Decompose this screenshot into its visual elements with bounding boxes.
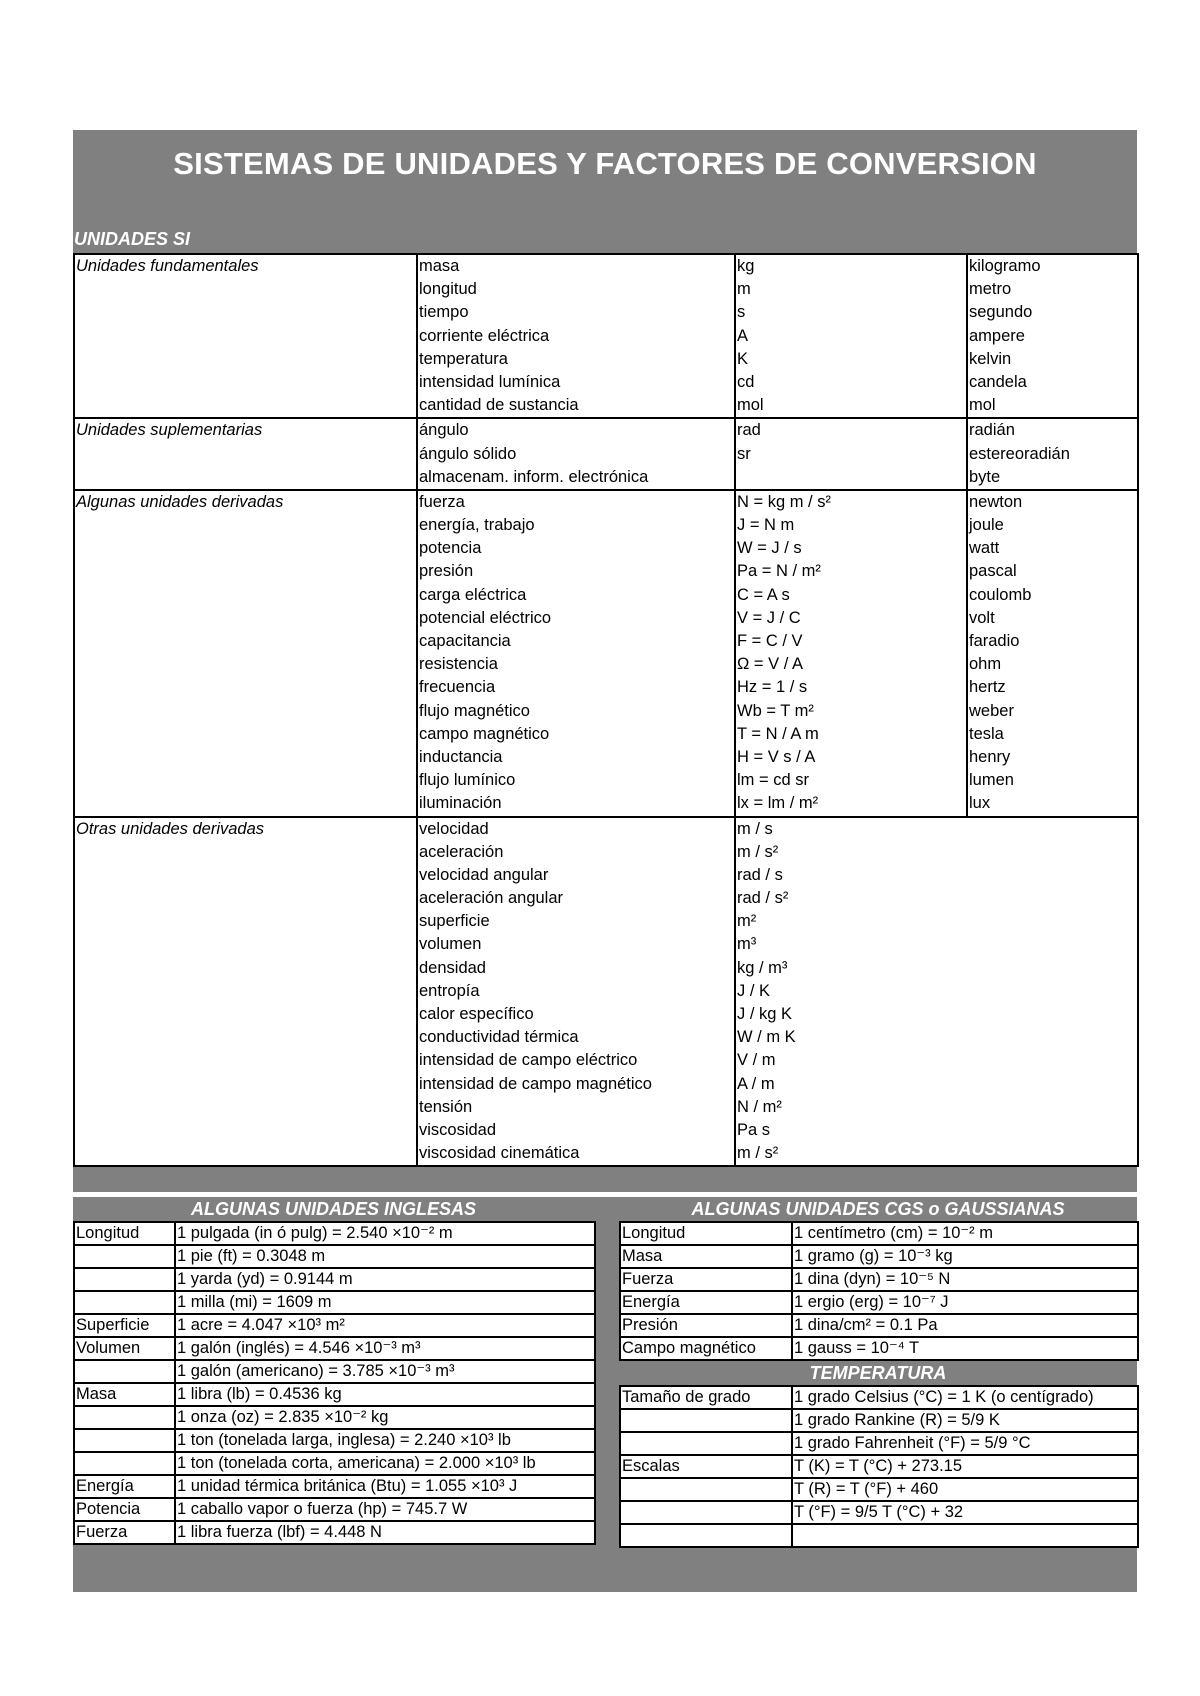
temperature-conversion: T (R) = T (°F) + 460 xyxy=(792,1478,1138,1501)
english-unit-row xyxy=(74,1406,595,1429)
temperature-title: TEMPERATURA xyxy=(809,1363,947,1383)
english-unit-category xyxy=(74,1452,175,1475)
si-unit-name: tesla xyxy=(969,724,1004,743)
si-quantity: campo magnético xyxy=(419,724,550,743)
english-unit-conversion: 1 onza (oz) = 2.835 ×10⁻² kg xyxy=(175,1406,595,1429)
si-unit-name: henry xyxy=(969,747,1011,766)
cgs-unit-conversion: 1 gauss = 10⁻⁴ T xyxy=(792,1337,1138,1360)
si-section-label: UNIDADES SI xyxy=(74,229,191,249)
temperature-conversion: 1 grado Fahrenheit (°F) = 5/9 °C xyxy=(792,1432,1138,1455)
si-group-row xyxy=(74,817,1138,1167)
temperature-category: Tamaño de grado xyxy=(620,1386,792,1409)
cgs-unit-row xyxy=(620,1337,1138,1360)
si-group-name: Algunas unidades derivadas xyxy=(74,490,417,817)
si-symbol: sr xyxy=(737,444,751,463)
temperature-row xyxy=(620,1432,1138,1455)
si-quantity: viscosidad xyxy=(419,1120,497,1139)
si-unit-name: byte xyxy=(969,467,1001,486)
si-symbol: m xyxy=(737,280,751,299)
si-unit-name: joule xyxy=(969,516,1004,535)
si-symbol: J / K xyxy=(737,981,771,1000)
si-symbol: mol xyxy=(737,396,764,415)
cgs-unit-row xyxy=(620,1268,1138,1291)
si-symbol-cell xyxy=(735,418,967,490)
si-quantity: aceleración angular xyxy=(419,889,564,908)
si-quantity-cell xyxy=(417,254,735,418)
english-unit-category: Masa xyxy=(74,1383,175,1406)
si-unit-name: segundo xyxy=(969,303,1033,322)
si-symbol: lm = cd sr xyxy=(737,771,809,790)
english-unit-conversion: 1 ton (tonelada larga, inglesa) = 2.240 ×10³ lb xyxy=(175,1429,595,1452)
english-unit-category xyxy=(74,1429,175,1452)
english-unit-row xyxy=(74,1222,595,1245)
cgs-unit-conversion: 1 gramo (g) = 10⁻³ kg xyxy=(792,1245,1138,1268)
english-unit-category: Fuerza xyxy=(74,1521,175,1544)
si-group-name: Unidades fundamentales xyxy=(74,254,417,418)
si-unit-name: lumen xyxy=(969,771,1014,790)
si-unit-name: kelvin xyxy=(969,349,1012,368)
si-unit-name: kilogramo xyxy=(969,257,1041,275)
english-unit-conversion: 1 milla (mi) = 1609 m xyxy=(175,1291,595,1314)
cgs-unit-row xyxy=(620,1291,1138,1314)
si-symbol: m / s² xyxy=(737,1144,779,1163)
si-unit-name: ohm xyxy=(969,655,1002,674)
temperature-row xyxy=(620,1409,1138,1432)
section-separator xyxy=(73,1167,1137,1192)
si-symbol: Hz = 1 / s xyxy=(737,678,808,697)
english-unit-category: Volumen xyxy=(74,1337,175,1360)
si-symbol: C = A s xyxy=(737,585,790,604)
si-symbol: N = kg m / s² xyxy=(737,492,831,511)
temperature-category xyxy=(620,1524,792,1547)
si-quantity: energía, trabajo xyxy=(419,516,535,535)
english-unit-conversion: 1 ton (tonelada corta, americana) = 2.000 ×10³ lb xyxy=(175,1452,595,1475)
temperature-conversion: 1 grado Celsius (°C) = 1 K (o centígrado) xyxy=(792,1386,1138,1409)
si-units-table xyxy=(73,253,1139,1167)
si-quantity-cell xyxy=(417,418,735,490)
english-unit-conversion: 1 libra fuerza (lbf) = 4.448 N xyxy=(175,1521,595,1544)
si-quantity: potencial eléctrico xyxy=(419,608,552,627)
si-group-name: Unidades suplementarias xyxy=(74,418,417,490)
cgs-units-table xyxy=(619,1221,1139,1361)
si-quantity: velocidad angular xyxy=(419,865,549,884)
cgs-unit-category: Longitud xyxy=(620,1222,792,1245)
si-symbol: rad / s xyxy=(737,865,783,884)
si-symbol: W / m K xyxy=(737,1028,796,1047)
si-unit-name: watt xyxy=(969,539,1000,558)
si-symbol: m² xyxy=(737,912,757,931)
si-group-name: Otras unidades derivadas xyxy=(74,817,417,1167)
cgs-unit-category: Campo magnético xyxy=(620,1337,792,1360)
si-unit-name: volt xyxy=(969,608,995,627)
si-quantity: resistencia xyxy=(419,655,498,674)
si-symbol: Ω = V / A xyxy=(737,655,803,674)
si-quantity: superficie xyxy=(419,912,490,931)
si-quantity: capacitancia xyxy=(419,632,511,650)
si-unit-name: mol xyxy=(969,396,996,415)
si-quantity: tensión xyxy=(419,1097,473,1116)
english-unit-category xyxy=(74,1360,175,1383)
si-quantity: volumen xyxy=(419,935,482,954)
english-unit-category xyxy=(74,1291,175,1314)
english-unit-row xyxy=(74,1245,595,1268)
si-quantity: calor específico xyxy=(419,1005,534,1023)
si-symbol: kg xyxy=(737,257,755,275)
english-unit-conversion: 1 galón (americano) = 3.785 ×10⁻³ m³ xyxy=(175,1360,595,1383)
si-symbol: K xyxy=(737,349,749,368)
si-unit-name: pascal xyxy=(969,562,1017,581)
si-symbol: A / m xyxy=(737,1074,775,1093)
si-unit-name-cell xyxy=(967,418,1138,490)
cgs-unit-category: Masa xyxy=(620,1245,792,1268)
si-quantity: carga eléctrica xyxy=(419,585,527,604)
si-symbol: rad / s² xyxy=(737,889,789,908)
conversion-panels xyxy=(73,1197,1137,1592)
document-sheet xyxy=(73,130,1137,1192)
english-unit-conversion: 1 yarda (yd) = 0.9144 m xyxy=(175,1268,595,1291)
si-quantity: tiempo xyxy=(419,303,469,322)
english-unit-conversion: 1 unidad térmica británica (Btu) = 1.055 ×10³ J xyxy=(175,1475,595,1498)
si-unit-name: hertz xyxy=(969,678,1006,697)
page-title: SISTEMAS DE UNIDADES Y FACTORES DE CONVERSION xyxy=(173,146,1037,181)
temperature-row xyxy=(620,1501,1138,1524)
si-quantity: ángulo sólido xyxy=(419,444,517,463)
cgs-units-title: ALGUNAS UNIDADES CGS o GAUSSIANAS xyxy=(691,1199,1065,1219)
english-unit-row xyxy=(74,1314,595,1337)
si-quantity: cantidad de sustancia xyxy=(419,396,579,415)
si-symbol: m / s² xyxy=(737,842,779,861)
temperature-category: Escalas xyxy=(620,1455,792,1478)
english-unit-category: Superficie xyxy=(74,1314,175,1337)
temperature-row xyxy=(620,1386,1138,1409)
temperature-row xyxy=(620,1478,1138,1501)
si-quantity: temperatura xyxy=(419,349,508,368)
si-unit-name-cell xyxy=(967,490,1138,817)
english-unit-row xyxy=(74,1360,595,1383)
si-unit-name: coulomb xyxy=(969,585,1032,604)
si-quantity: velocidad xyxy=(419,819,489,838)
english-unit-category: Energía xyxy=(74,1475,175,1498)
si-group-row xyxy=(74,254,1138,418)
english-unit-row xyxy=(74,1429,595,1452)
si-symbol: Wb = T m² xyxy=(737,701,814,720)
english-unit-row xyxy=(74,1475,595,1498)
temperature-conversion: T (K) = T (°C) + 273.15 xyxy=(792,1455,1138,1478)
si-symbol: m / s xyxy=(737,819,773,838)
si-symbol xyxy=(737,466,966,489)
cgs-unit-row xyxy=(620,1245,1138,1268)
english-units-panel xyxy=(73,1197,594,1545)
cgs-unit-category: Fuerza xyxy=(620,1268,792,1291)
english-unit-category xyxy=(74,1268,175,1291)
si-quantity-cell xyxy=(417,817,735,1167)
english-unit-conversion: 1 libra (lb) = 0.4536 kg xyxy=(175,1383,595,1406)
si-symbol: W = J / s xyxy=(737,539,802,558)
si-unit-name: newton xyxy=(969,492,1023,511)
temperature-conversion: 1 grado Rankine (R) = 5/9 K xyxy=(792,1409,1138,1432)
si-symbol: T = N / A m xyxy=(737,724,819,743)
english-unit-category: Longitud xyxy=(74,1222,175,1245)
si-symbol: rad xyxy=(737,421,761,440)
si-quantity: fuerza xyxy=(419,492,465,511)
english-unit-row xyxy=(74,1383,595,1406)
temperature-category xyxy=(620,1478,792,1501)
cgs-unit-conversion: 1 dina (dyn) = 10⁻⁵ N xyxy=(792,1268,1138,1291)
si-symbol: F = C / V xyxy=(737,632,803,650)
si-unit-name: metro xyxy=(969,280,1012,299)
english-unit-row xyxy=(74,1291,595,1314)
english-unit-row xyxy=(74,1452,595,1475)
cgs-unit-conversion: 1 ergio (erg) = 10⁻⁷ J xyxy=(792,1291,1138,1314)
english-unit-conversion: 1 galón (inglés) = 4.546 ×10⁻³ m³ xyxy=(175,1337,595,1360)
si-symbol: lx = lm / m² xyxy=(737,794,819,813)
temperature-conversion: T (°F) = 9/5 T (°C) + 32 xyxy=(792,1501,1138,1524)
si-unit-name: lux xyxy=(969,794,991,813)
cgs-units-panel xyxy=(619,1197,1137,1548)
si-symbol: m³ xyxy=(737,935,757,954)
si-symbol: V = J / C xyxy=(737,608,801,627)
english-unit-category xyxy=(74,1406,175,1429)
si-symbol-cell xyxy=(735,490,967,817)
si-quantity: iluminación xyxy=(419,794,502,813)
si-symbol-cell xyxy=(735,817,1138,1167)
si-unit-name: candela xyxy=(969,372,1027,391)
si-group-row xyxy=(74,490,1138,817)
english-unit-conversion: 1 acre = 4.047 ×10³ m² xyxy=(175,1314,595,1337)
si-unit-name: estereoradián xyxy=(969,444,1070,463)
temperature-table xyxy=(619,1385,1139,1548)
si-symbol: cd xyxy=(737,372,755,391)
si-quantity: flujo lumínico xyxy=(419,771,516,790)
si-quantity: presión xyxy=(419,562,474,581)
english-unit-conversion: 1 pie (ft) = 0.3048 m xyxy=(175,1245,595,1268)
english-unit-conversion: 1 pulgada (in ó pulg) = 2.540 ×10⁻² m xyxy=(175,1222,595,1245)
si-group-row xyxy=(74,418,1138,490)
si-quantity: potencia xyxy=(419,539,482,558)
english-units-title: ALGUNAS UNIDADES INGLESAS xyxy=(190,1199,477,1219)
si-quantity: flujo magnético xyxy=(419,701,530,720)
si-quantity: densidad xyxy=(419,958,486,977)
temperature-conversion xyxy=(792,1524,1138,1547)
si-quantity: masa xyxy=(419,257,460,275)
cgs-unit-category: Presión xyxy=(620,1314,792,1337)
temperature-category xyxy=(620,1409,792,1432)
cgs-unit-conversion: 1 centímetro (cm) = 10⁻² m xyxy=(792,1222,1138,1245)
si-unit-name-cell xyxy=(967,254,1138,418)
title-banner xyxy=(73,130,1137,253)
si-quantity: intensidad de campo eléctrico xyxy=(419,1051,638,1070)
si-quantity: frecuencia xyxy=(419,678,496,697)
si-symbol: Pa = N / m² xyxy=(737,562,821,581)
english-units-table xyxy=(73,1221,596,1545)
si-quantity-cell xyxy=(417,490,735,817)
english-unit-conversion: 1 caballo vapor o fuerza (hp) = 745.7 W xyxy=(175,1498,595,1521)
si-quantity: viscosidad cinemática xyxy=(419,1144,580,1163)
temperature-row xyxy=(620,1524,1138,1547)
si-symbol: H = V s / A xyxy=(737,747,816,766)
si-quantity: aceleración xyxy=(419,842,504,861)
si-symbol: N / m² xyxy=(737,1097,782,1116)
cgs-unit-row xyxy=(620,1222,1138,1245)
si-unit-name: ampere xyxy=(969,326,1025,345)
si-symbol: A xyxy=(737,326,749,345)
si-symbol: J / kg K xyxy=(737,1005,793,1023)
temperature-category xyxy=(620,1432,792,1455)
si-quantity: longitud xyxy=(419,280,477,299)
english-unit-row xyxy=(74,1268,595,1291)
cgs-unit-category: Energía xyxy=(620,1291,792,1314)
english-unit-row xyxy=(74,1337,595,1360)
si-unit-name: weber xyxy=(969,701,1014,720)
cgs-unit-row xyxy=(620,1314,1138,1337)
si-quantity: intensidad lumínica xyxy=(419,372,561,391)
si-quantity: almacenam. inform. electrónica xyxy=(419,467,649,486)
temperature-category xyxy=(620,1501,792,1524)
english-unit-row xyxy=(74,1498,595,1521)
si-quantity: entropía xyxy=(419,981,480,1000)
si-unit-name: faradio xyxy=(969,632,1020,650)
si-symbol: kg / m³ xyxy=(737,958,788,977)
cgs-unit-conversion: 1 dina/cm² = 0.1 Pa xyxy=(792,1314,1138,1337)
si-symbol: J = N m xyxy=(737,516,795,535)
si-symbol: Pa s xyxy=(737,1120,771,1139)
si-symbol-cell xyxy=(735,254,967,418)
si-quantity: ángulo xyxy=(419,421,469,440)
si-quantity: intensidad de campo magnético xyxy=(419,1074,652,1093)
si-quantity: corriente eléctrica xyxy=(419,326,550,345)
si-unit-name: radián xyxy=(969,421,1015,440)
si-symbol: s xyxy=(737,303,746,322)
english-unit-category: Potencia xyxy=(74,1498,175,1521)
english-unit-row xyxy=(74,1521,595,1544)
temperature-row xyxy=(620,1455,1138,1478)
si-symbol: V / m xyxy=(737,1051,776,1070)
si-quantity: conductividad térmica xyxy=(419,1028,579,1047)
si-quantity: inductancia xyxy=(419,747,503,766)
english-unit-category xyxy=(74,1245,175,1268)
